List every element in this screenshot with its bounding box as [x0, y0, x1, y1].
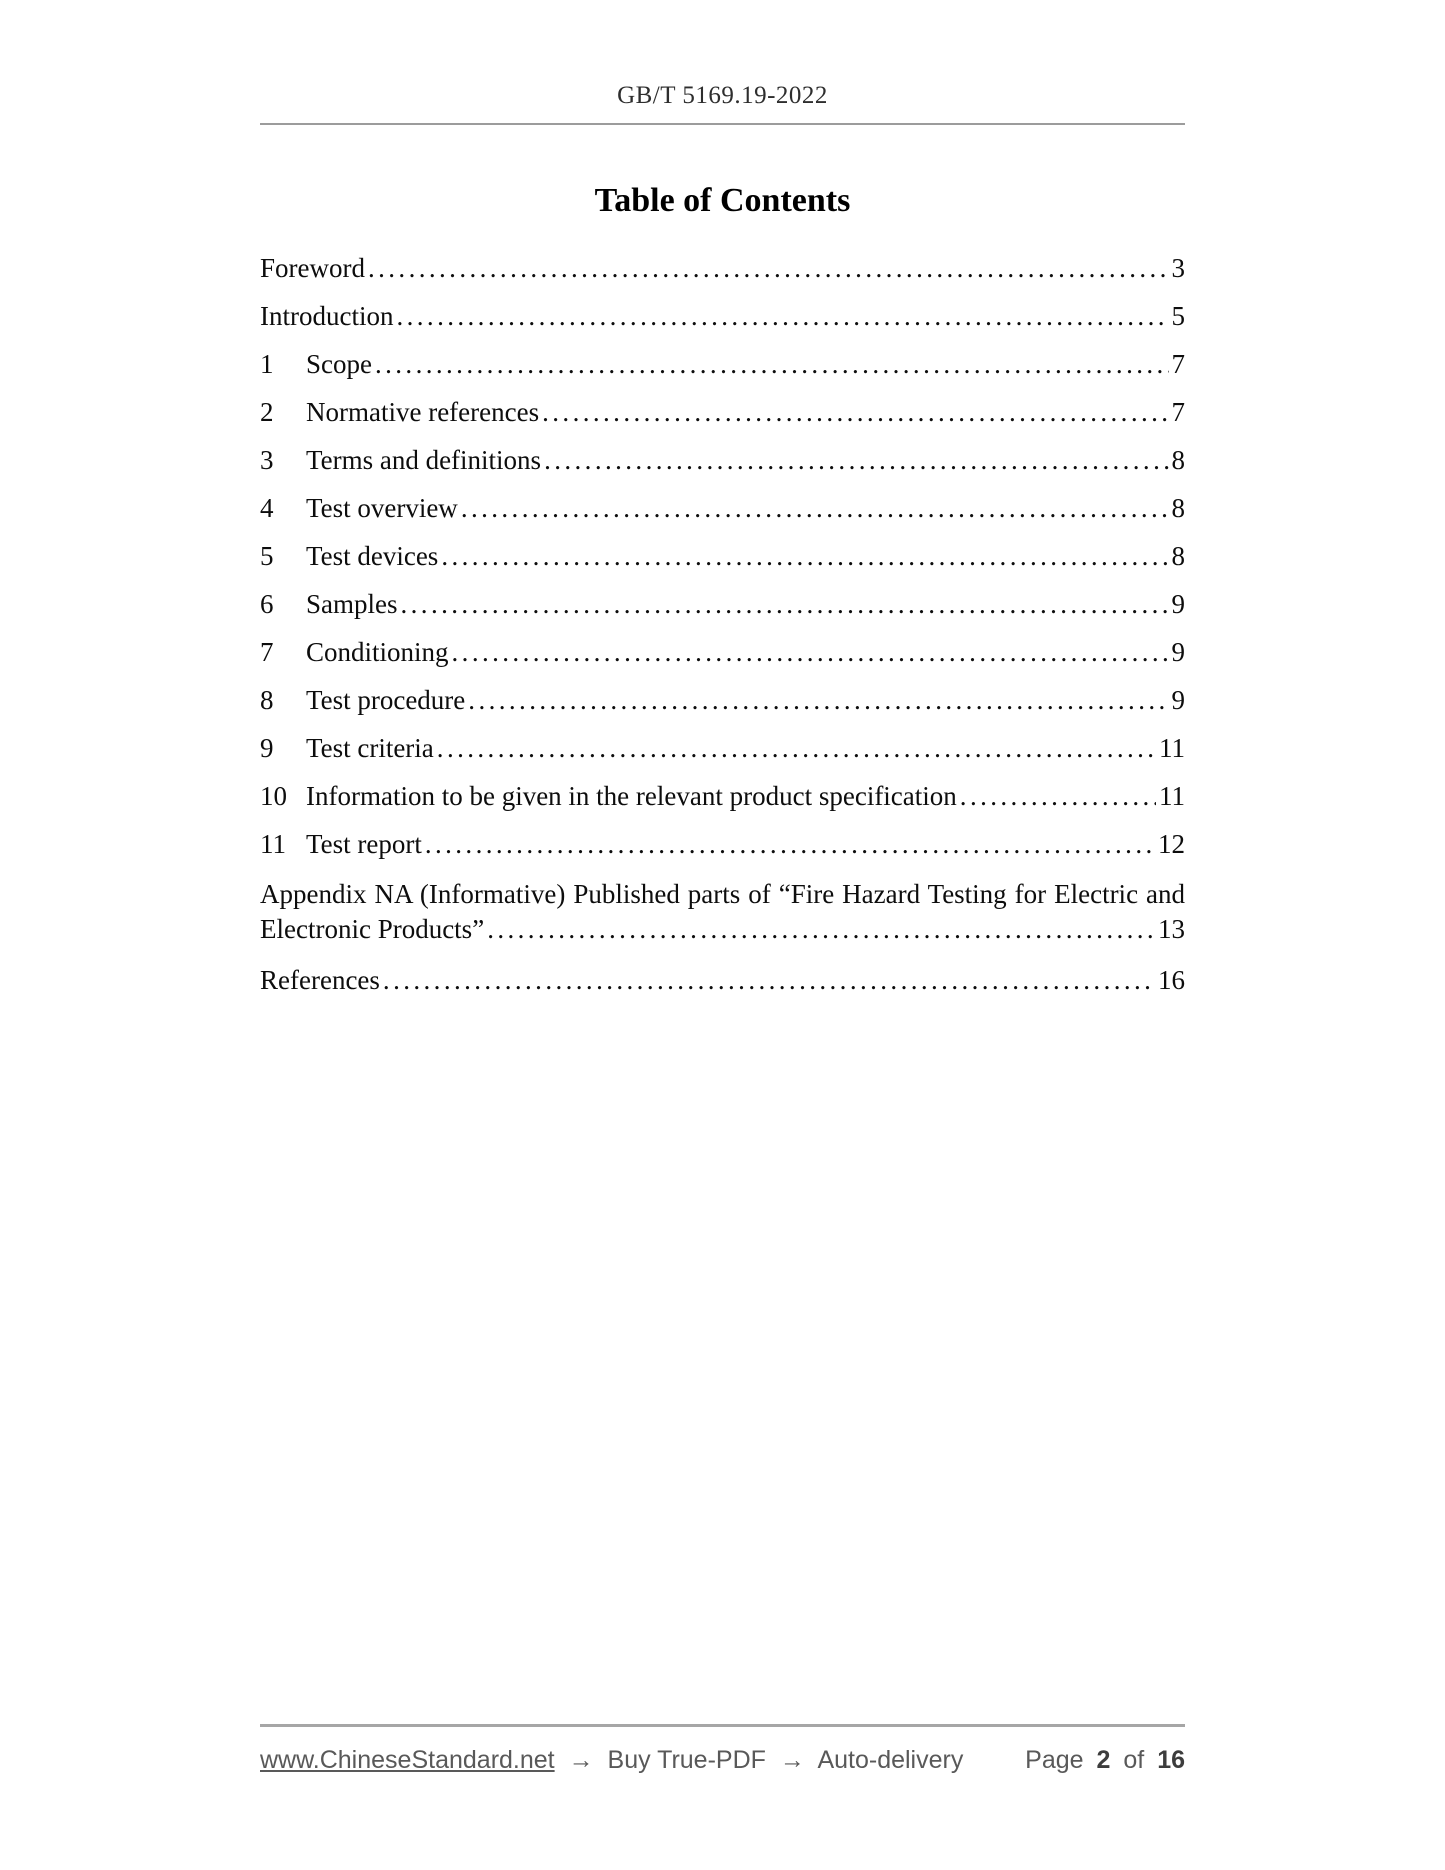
toc-entry-title: Scope — [306, 349, 372, 379]
toc-entry — [260, 253, 1185, 283]
toc-entry — [260, 685, 1185, 715]
toc-page-number: 12 — [1158, 829, 1185, 859]
toc-page-number: 13 — [1158, 914, 1185, 944]
toc-section-number: 7 — [260, 637, 274, 667]
toc-section-number: 10 — [260, 781, 287, 811]
toc-entry — [260, 637, 1185, 667]
toc-entry — [260, 733, 1185, 763]
toc-entry-title: Introduction — [260, 301, 394, 331]
toc-section-number: 4 — [260, 493, 274, 523]
toc-row — [260, 912, 1185, 947]
toc-page-number: 3 — [1171, 253, 1185, 283]
toc-dot-leader — [960, 781, 1156, 811]
toc-entry-title: Test criteria — [306, 733, 434, 763]
toc-row — [260, 493, 1185, 523]
toc-entry — [260, 877, 1185, 947]
toc-row — [260, 349, 1185, 379]
toc-dot-leader — [487, 912, 1155, 947]
toc-dot-leader — [461, 493, 1169, 523]
toc-entry-title: Normative references — [306, 397, 540, 427]
footer-divider — [260, 1724, 1185, 1727]
toc-entry — [260, 445, 1185, 475]
toc-dot-leader — [441, 541, 1168, 571]
toc-entry-title: Samples — [306, 589, 398, 619]
toc-page-number: 8 — [1171, 493, 1185, 523]
of-label: of — [1123, 1746, 1145, 1774]
page-label: Page — [1025, 1746, 1084, 1774]
toc-entry — [260, 301, 1185, 331]
toc-section-number: 9 — [260, 733, 274, 763]
footer-buy-text: Buy True-PDF — [607, 1746, 766, 1774]
toc-section-number: 2 — [260, 397, 274, 427]
toc-row — [260, 445, 1185, 475]
toc-row — [260, 637, 1185, 667]
website-link[interactable]: www.ChineseStandard.net — [260, 1746, 555, 1774]
toc-row — [260, 541, 1185, 571]
toc-section-number: 5 — [260, 541, 274, 571]
toc-section-number: 3 — [260, 445, 274, 475]
toc-entry-title-line1: Appendix NA (Informative) Published parts of “Fire Hazard Testing for Electric and — [260, 879, 1185, 909]
toc-entry-title: Electronic Products” — [260, 914, 485, 944]
footer-promo — [260, 1746, 970, 1775]
toc-row — [260, 781, 1185, 811]
toc-dot-leader — [544, 445, 1168, 475]
footer — [260, 1746, 1185, 1775]
toc-dot-leader — [452, 637, 1169, 667]
toc-page-number: 7 — [1171, 349, 1185, 379]
table-of-contents — [260, 253, 1185, 1013]
toc-dot-leader — [437, 733, 1156, 763]
toc-row — [260, 589, 1185, 619]
toc-entry-title: Test overview — [306, 493, 458, 523]
toc-dot-leader — [396, 301, 1168, 331]
toc-page-number: 7 — [1171, 397, 1185, 427]
toc-entry-title: References — [260, 965, 380, 995]
header-divider — [260, 123, 1185, 125]
arrow-icon: → — [568, 1746, 594, 1774]
toc-page-number: 11 — [1159, 781, 1185, 811]
toc-entry — [260, 397, 1185, 427]
toc-dot-leader — [468, 685, 1168, 715]
toc-dot-leader — [383, 965, 1155, 995]
standard-code-header: GB/T 5169.19-2022 — [617, 82, 828, 109]
toc-row — [260, 301, 1185, 331]
toc-dot-leader — [375, 349, 1169, 379]
toc-row — [260, 965, 1185, 995]
toc-entry-title: Test devices — [306, 541, 439, 571]
toc-entry — [260, 781, 1185, 811]
toc-entry — [260, 829, 1185, 859]
toc-page-number: 9 — [1171, 589, 1185, 619]
toc-page-number: 9 — [1171, 685, 1185, 715]
total-page-count: 16 — [1157, 1746, 1185, 1774]
toc-page-number: 9 — [1171, 637, 1185, 667]
current-page-number: 2 — [1096, 1746, 1111, 1774]
toc-entry-title: Test procedure — [306, 685, 466, 715]
toc-row — [260, 397, 1185, 427]
toc-page-number: 8 — [1171, 541, 1185, 571]
toc-entry — [260, 349, 1185, 379]
toc-section-number: 8 — [260, 685, 274, 715]
toc-page-number: 8 — [1171, 445, 1185, 475]
toc-dot-leader — [425, 829, 1155, 859]
page-indicator — [1019, 1746, 1185, 1775]
toc-row — [260, 733, 1185, 763]
toc-entry-title: Terms and definitions — [306, 445, 542, 475]
toc-entry-title: Test report — [306, 829, 422, 859]
toc-section-number: 11 — [260, 829, 286, 859]
toc-dot-leader — [368, 253, 1169, 283]
toc-dot-leader — [542, 397, 1168, 427]
toc-entry — [260, 965, 1185, 995]
toc-row — [260, 685, 1185, 715]
page-title: Table of Contents — [594, 182, 851, 219]
toc-entry — [260, 589, 1185, 619]
toc-section-number: 1 — [260, 349, 274, 379]
toc-entry-title: Foreword — [260, 253, 365, 283]
toc-page-number: 11 — [1159, 733, 1185, 763]
toc-entry — [260, 541, 1185, 571]
toc-dot-leader — [401, 589, 1169, 619]
toc-entry-title: Conditioning — [306, 637, 449, 667]
toc-row — [260, 829, 1185, 859]
footer-delivery-text: Auto-delivery — [817, 1746, 964, 1774]
toc-entry — [260, 493, 1185, 523]
arrow-icon: → — [779, 1746, 805, 1774]
toc-page-number: 5 — [1171, 301, 1185, 331]
toc-section-number: 6 — [260, 589, 274, 619]
toc-page-number: 16 — [1158, 965, 1185, 995]
toc-row — [260, 253, 1185, 283]
toc-entry-title: Information to be given in the relevant product specification — [306, 781, 957, 811]
